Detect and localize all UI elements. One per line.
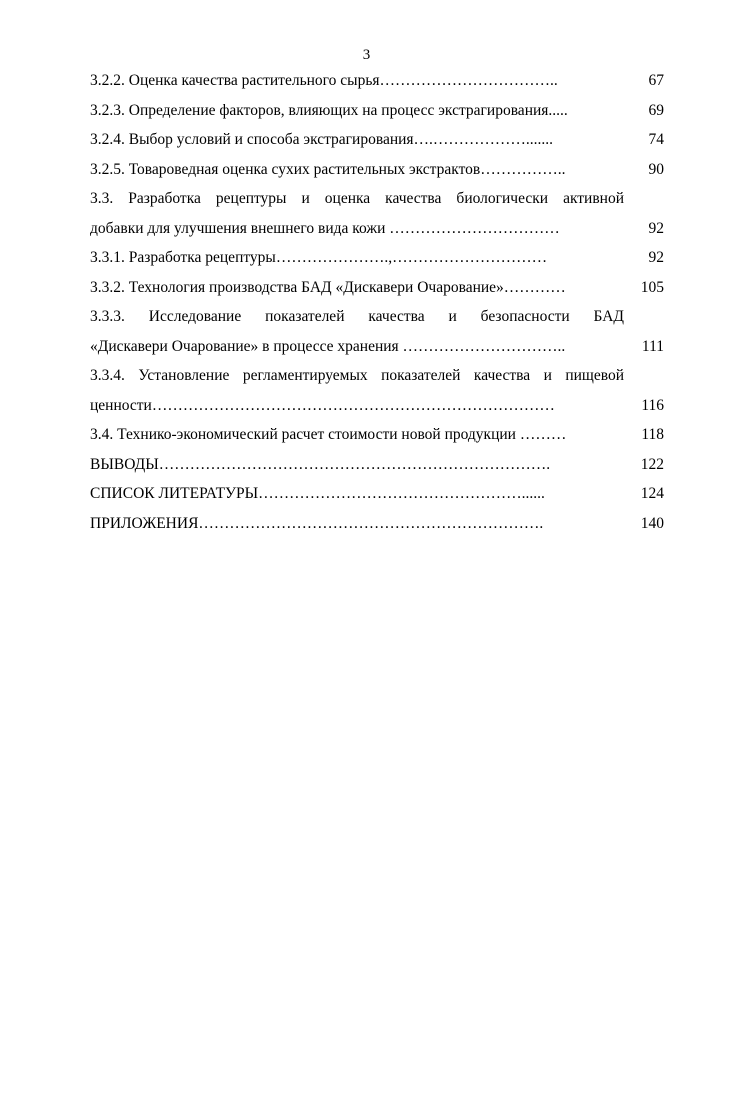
toc-entry-page: 118 (641, 426, 664, 443)
toc-entry-3-4 (90, 420, 664, 450)
toc-entry-title: 3.4. Технико-экономический расчет стоимости новой продукции ……… (90, 426, 567, 443)
toc-entry-page: 92 (648, 219, 664, 237)
toc-entry-title: «Дискавери Очарование» в процессе хранения ………………………….. (90, 337, 566, 355)
toc-entry-title: ценности…………………………………………………………………… (90, 396, 555, 414)
toc-entry-page: 67 (648, 72, 664, 89)
toc-entry-title: добавки для улучшения внешнего вида кожи …………………………… (90, 219, 560, 237)
toc-entry-title: 3.2.2. Оценка качества растительного сырья…………………………….. (90, 72, 558, 89)
toc-entry-references (90, 479, 664, 509)
toc-entry-title-line1 (90, 184, 624, 214)
toc-entry-title: 3.3.1. Разработка рецептуры………………….,………………………… (90, 249, 548, 266)
toc-entry-page: 69 (648, 101, 664, 119)
toc-entry-title: СПИСОК ЛИТЕРАТУРЫ……………………………………………...... (90, 485, 545, 502)
toc-entry-page: 122 (640, 455, 664, 473)
toc-entry-page: 140 (640, 514, 664, 532)
toc-entry-title: ПРИЛОЖЕНИЯ…………………………………………………………. (90, 514, 544, 532)
toc-entry-title: 3.3.2. Технология производства БАД «Дискавери Очарование»………… (90, 278, 566, 296)
toc-entry-page: 105 (640, 278, 664, 296)
toc-entry-3-2-4 (90, 125, 664, 155)
toc-entry-appendices (90, 509, 664, 539)
toc-entry-3-3-1 (90, 243, 664, 273)
toc-entry-page: 124 (640, 485, 664, 502)
toc-entry-title: ВЫВОДЫ…………………………………………………………………. (90, 455, 551, 473)
toc-entry-page: 92 (648, 249, 664, 266)
toc-entry-page: 90 (648, 160, 664, 178)
toc-entry-page: 116 (641, 396, 664, 414)
toc-entry-conclusions (90, 450, 664, 480)
toc-entry-3-3 (90, 184, 664, 243)
toc-entry-page: 74 (648, 131, 664, 148)
page-number: 3 (362, 47, 371, 63)
toc-entry-title-line1 (90, 361, 624, 391)
toc-entry-title-line1-text: 3.3.3. Исследование показателей качества и безопасности БАД (90, 308, 624, 325)
toc-entry-3-3-4 (90, 361, 664, 420)
toc-entry-3-2-3 (90, 96, 664, 126)
toc-entry-page: 111 (641, 337, 664, 355)
toc-entry-title: 3.2.5. Товароведная оценка сухих растительных экстрактов…………….. (90, 160, 566, 178)
table-of-contents (90, 66, 664, 538)
toc-entry-title-line1-text: 3.3.4. Установление регламентируемых показателей качества и пищевой (90, 367, 624, 384)
toc-entry-title: 3.2.3. Определение факторов, влияющих на процесс экстрагирования..... (90, 101, 568, 119)
toc-entry-3-3-2 (90, 273, 664, 303)
toc-entry-3-2-2 (90, 66, 664, 96)
toc-entry-3-3-3 (90, 302, 664, 361)
toc-entry-title-line1 (90, 302, 624, 332)
toc-entry-3-2-5 (90, 155, 664, 185)
toc-entry-title: 3.2.4. Выбор условий и способа экстрагирования….………………....... (90, 131, 554, 148)
toc-entry-title-line1-text: 3.3. Разработка рецептуры и оценка качества биологически активной (90, 190, 624, 207)
